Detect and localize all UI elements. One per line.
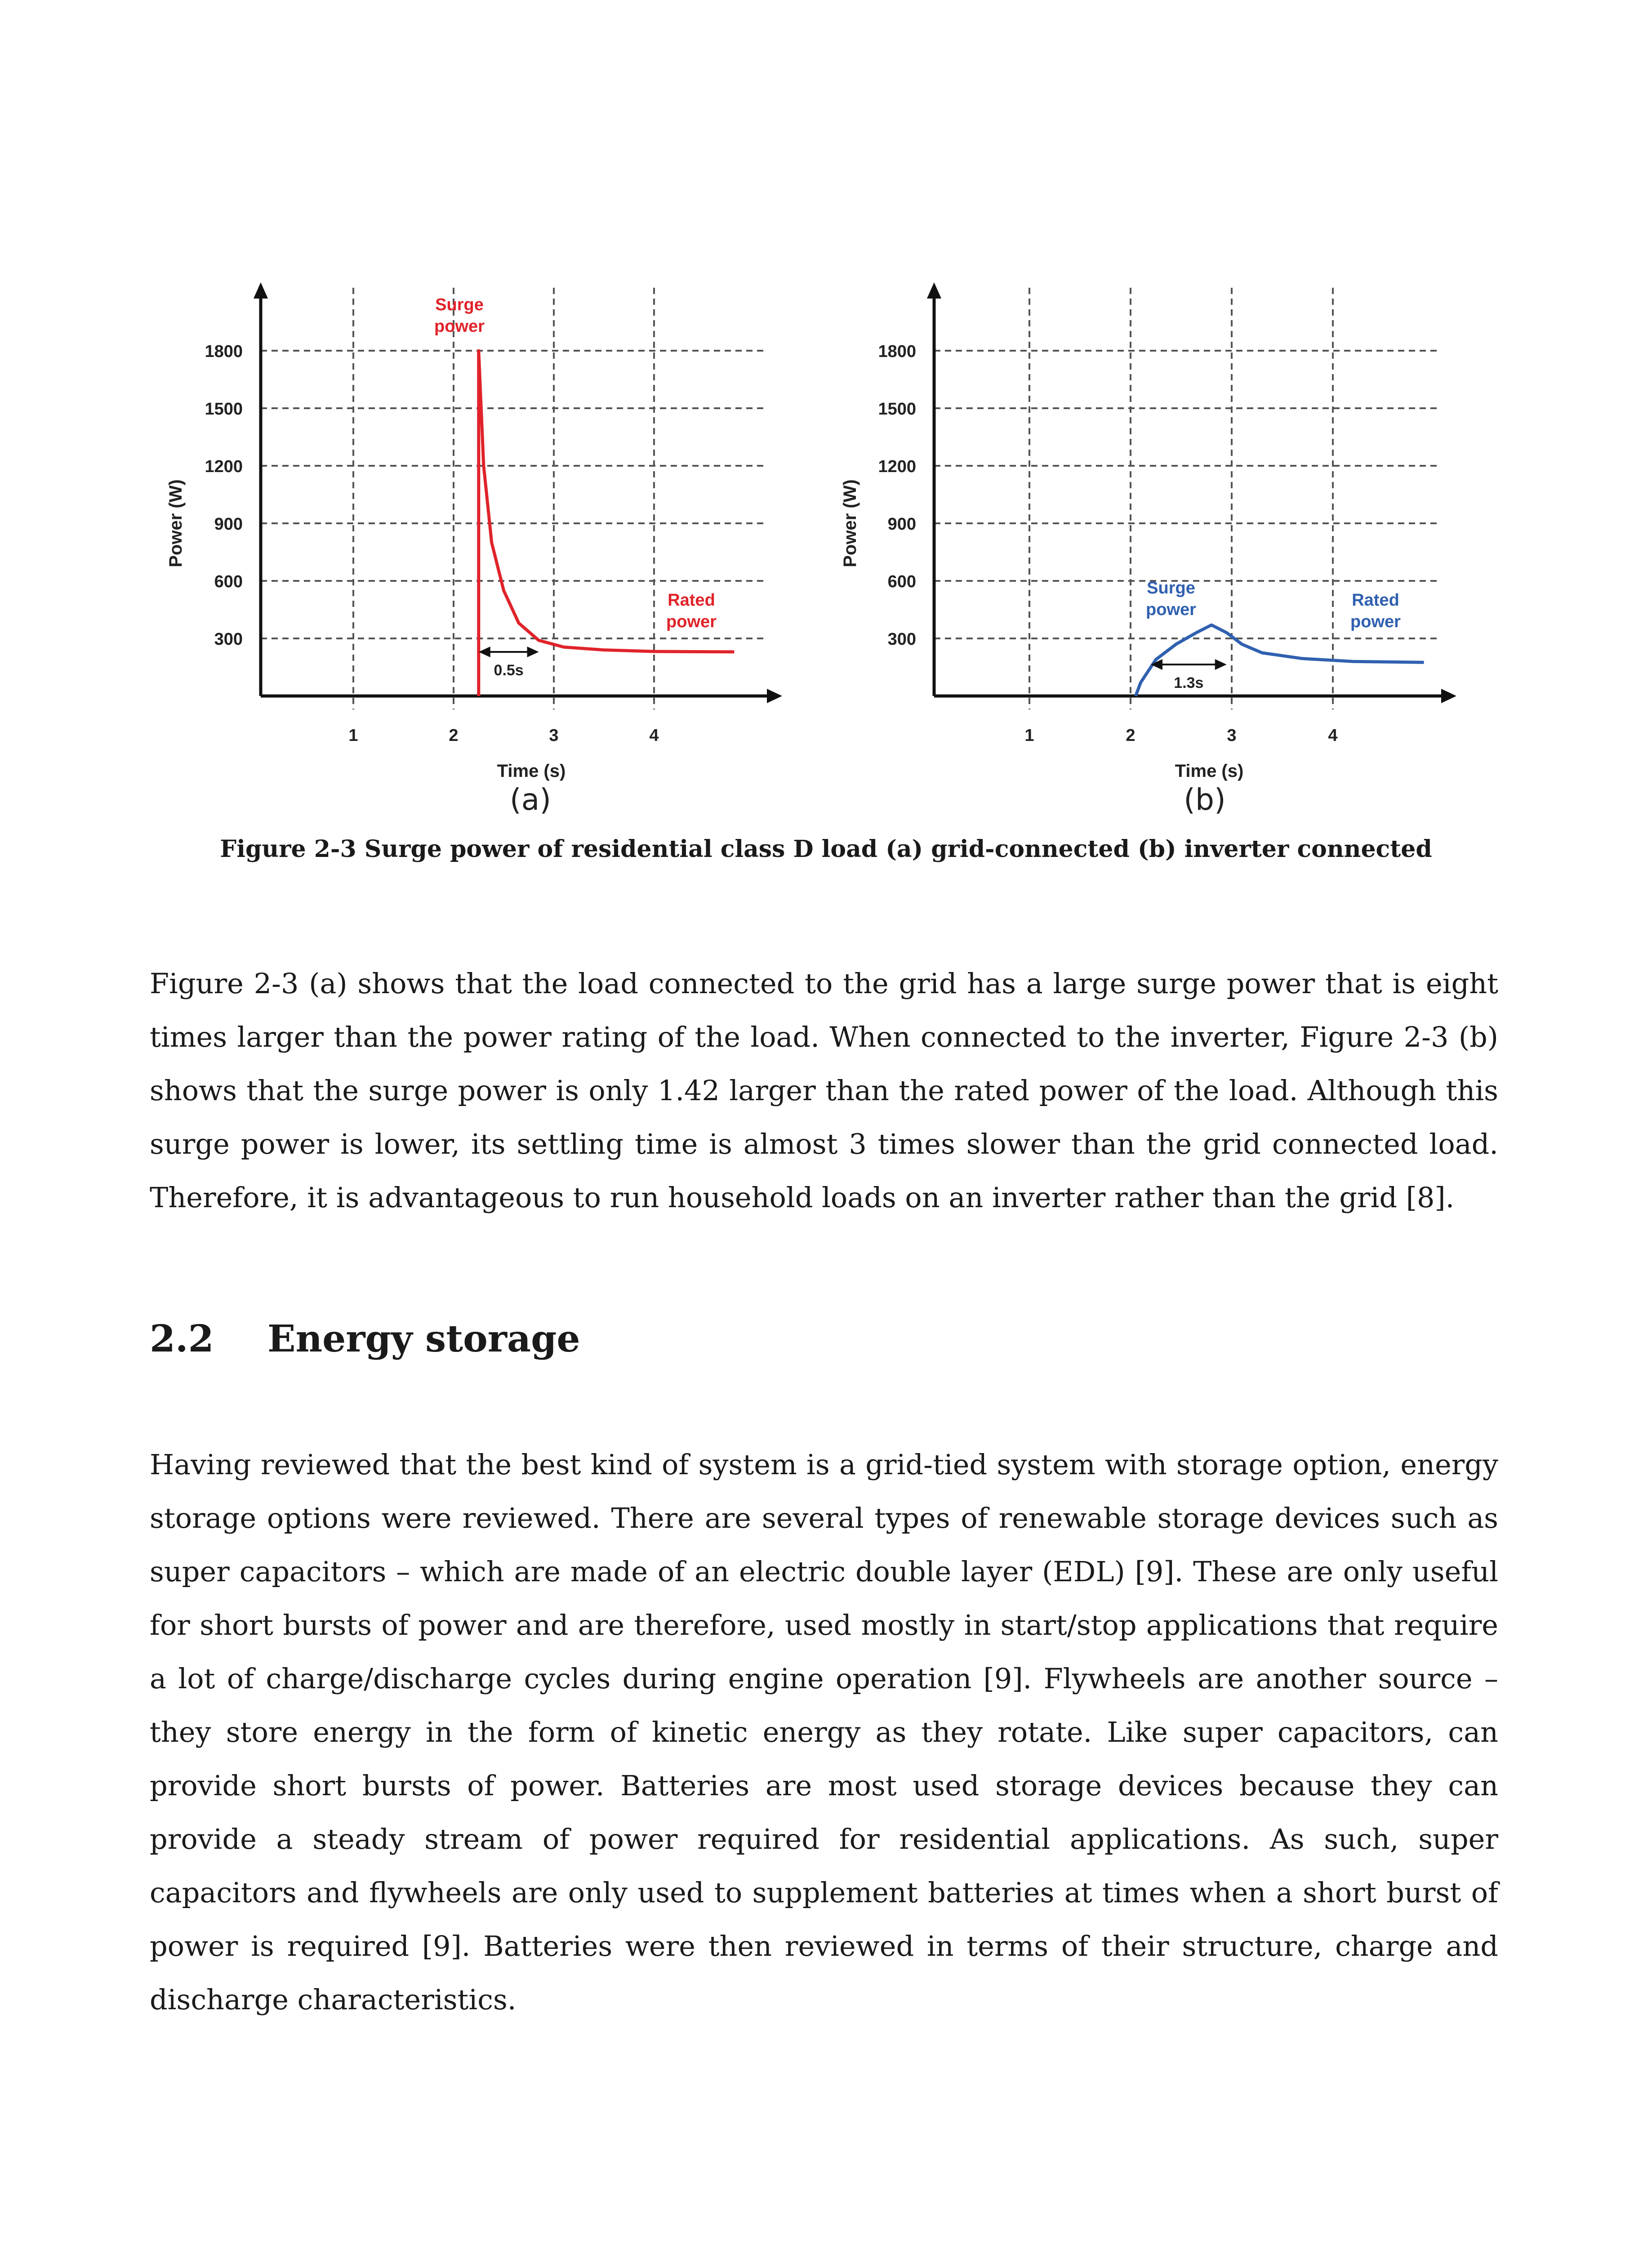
y-tick-label-1200: 1200 [878, 457, 916, 476]
y-tick-label-1200: 1200 [205, 457, 243, 476]
rated-annotation-line: Rated [668, 591, 715, 610]
x-tick-label-3: 3 [1227, 726, 1237, 745]
rated-annotation-line: power [1350, 612, 1401, 631]
interval-label: 1.3s [1174, 674, 1204, 691]
y-axis-label: Power (W) [840, 479, 860, 567]
y-axis-arrow [927, 282, 941, 299]
x-axis-arrow [767, 689, 782, 703]
figure-caption: Figure 2-3 Surge power of residential class D load (a) grid-connected (b) inverter connected [220, 835, 1432, 863]
x-axis-label: Time (s) [1175, 761, 1244, 781]
interval-arrow-right [1215, 659, 1227, 670]
y-tick-label-300: 300 [214, 630, 243, 649]
x-tick-label-4: 4 [649, 726, 659, 745]
interval-arrow-right [527, 647, 539, 657]
section-title: Energy storage [267, 1317, 580, 1360]
y-tick-label-600: 600 [214, 572, 243, 591]
x-tick-label-2: 2 [449, 726, 459, 745]
figure-label-a: (a) [510, 782, 551, 817]
x-tick-label-1: 1 [348, 726, 358, 745]
figure-label-b: (b) [1184, 782, 1226, 817]
y-tick-label-1500: 1500 [878, 400, 916, 419]
y-axis-arrow [254, 282, 268, 299]
rated-annotation [1350, 591, 1401, 631]
y-tick-label-900: 900 [214, 515, 243, 534]
paragraph-1: Figure 2-3 (a) shows that the load connected to the grid has a large surge power that is eight times larger than the power rating of the load. When connected to the inverter, Figure 2-3 (b) shows that the surge power is only 1.42 larger than the rated power of the load. Although this surge power is lower, its settling time is almost 3 times slower than the grid connected load. Therefore, it is advantageous to run household loads on an inverter rather than the grid [8]. [150, 967, 1498, 1214]
interval-label: 0.5s [494, 662, 524, 679]
chart-b-inverter-connected [840, 282, 1456, 781]
y-tick-label-600: 600 [887, 572, 916, 591]
y-tick-label-300: 300 [887, 630, 916, 649]
x-tick-label-3: 3 [549, 726, 559, 745]
paragraph-2: Having reviewed that the best kind of system is a grid-tied system with storage option, energy storage options were reviewed. There are several types of renewable storage devices such as super capacitors – which are made of an electric double layer (EDL) [9]. These are only useful for short bursts of power and are therefore, used mostly in start/stop applications that require a lot of charge/discharge cycles during engine operation [9]. Flywheels are another source – they store energy in the form of kinetic energy as they rotate. Like super capacitors, can provide short bursts of power. Batteries are most used storage devices because they can provide a steady stream of power required for residential applications. As such, super capacitors and flywheels are only used to supplement batteries at times when a short burst of power is required [9]. Batteries were then reviewed in terms of their structure, charge and discharge characteristics. [150, 1448, 1498, 2016]
surge-annotation-line: power [434, 317, 485, 336]
figure-2-3 [0, 0, 1652, 781]
surge-annotation-line: Surge [1147, 579, 1195, 598]
rated-annotation-line: power [666, 612, 717, 631]
y-tick-label-1800: 1800 [878, 342, 916, 361]
chart-a-grid-connected [166, 282, 782, 781]
interval-arrow-left [479, 647, 490, 657]
rated-annotation [666, 591, 717, 631]
surge-annotation-line: Surge [435, 295, 484, 314]
surge-annotation-line: power [1146, 600, 1196, 619]
rated-annotation-line: Rated [1352, 591, 1399, 610]
y-tick-label-900: 900 [887, 515, 916, 534]
x-tick-label-1: 1 [1024, 726, 1034, 745]
y-axis-label: Power (W) [166, 479, 186, 567]
y-tick-label-1800: 1800 [205, 342, 243, 361]
x-tick-label-4: 4 [1328, 726, 1338, 745]
x-tick-label-2: 2 [1126, 726, 1135, 745]
x-axis-arrow [1441, 689, 1456, 703]
section-heading [150, 1317, 580, 1360]
surge-annotation [434, 295, 485, 336]
section-number: 2.2 [150, 1317, 214, 1360]
y-tick-label-1500: 1500 [205, 400, 243, 419]
surge-annotation [1146, 579, 1196, 619]
x-axis-label: Time (s) [497, 761, 566, 781]
